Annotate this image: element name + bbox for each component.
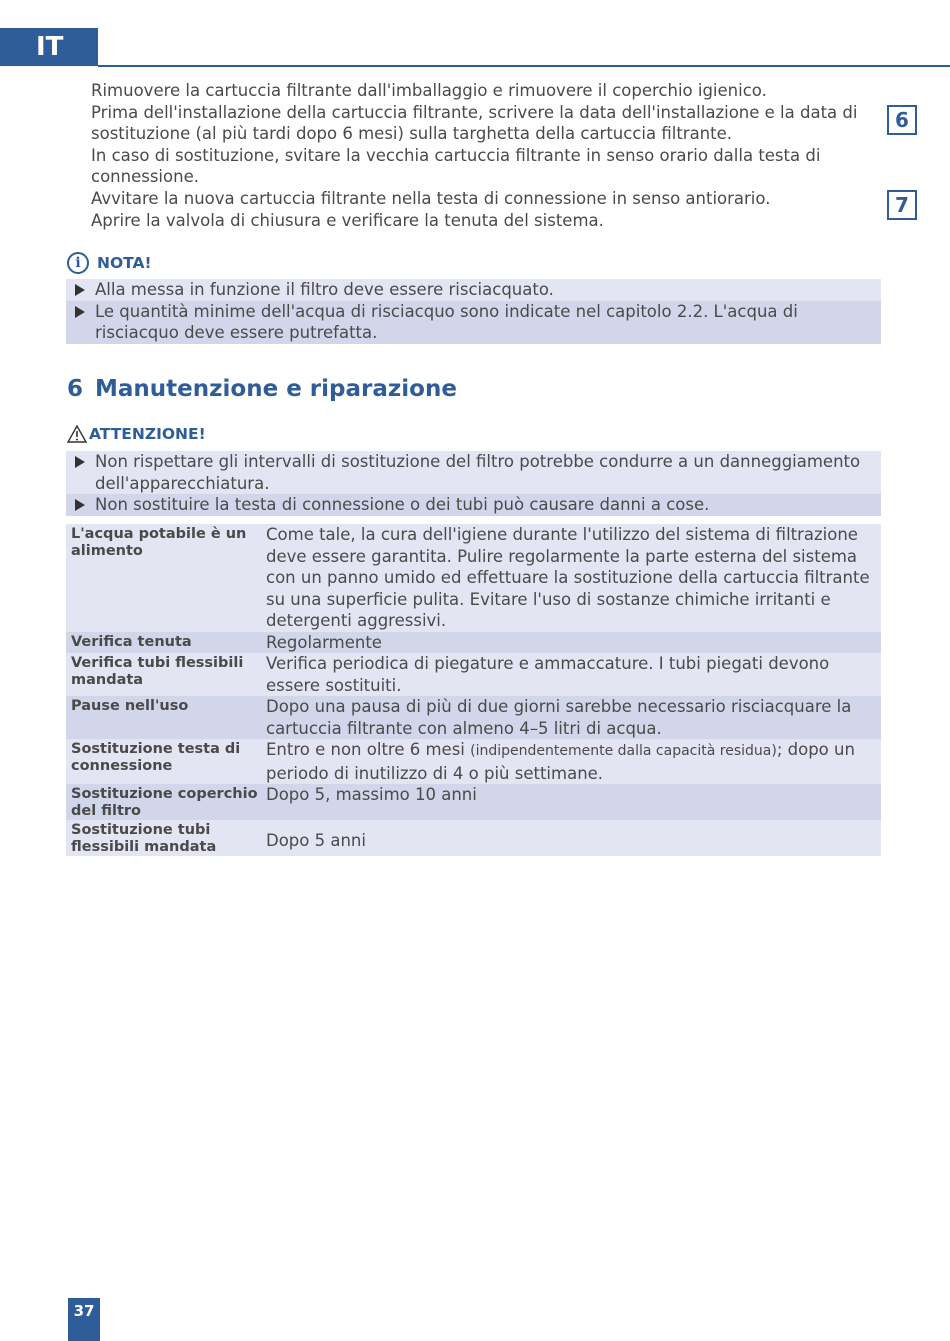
table-row-value: Verifica periodica di piegature e ammaccature. I tubi piegati devono essere sostituiti. bbox=[266, 653, 881, 696]
section-number: 6 bbox=[67, 376, 84, 402]
intro-line: Aprire la valvola di chiusura e verificare la tenuta del sistema. bbox=[91, 210, 604, 230]
list-item-text: Alla messa in funzione il filtro deve essere risciacquato. bbox=[95, 280, 554, 299]
list-item bbox=[66, 494, 881, 516]
table-row-label: Sostituzione testa di connessione bbox=[66, 739, 266, 784]
list-item-text: Non sostituire la testa di connessione o dei tubi può causare danni a cose. bbox=[95, 495, 710, 515]
nota-heading-text: NOTA! bbox=[97, 254, 152, 272]
header-rule bbox=[98, 65, 950, 67]
table-row-label: Verifica tubi flessibili mandata bbox=[66, 653, 266, 696]
table-row bbox=[66, 632, 881, 654]
table-row bbox=[66, 653, 881, 696]
page-number: 37 bbox=[68, 1298, 100, 1341]
section-title bbox=[67, 376, 457, 402]
table-row-label: Pause nell'uso bbox=[66, 696, 266, 739]
list-item bbox=[66, 279, 881, 301]
attenzione-heading bbox=[67, 425, 206, 443]
value-text: ; dopo un periodo di inutilizzo di 4 o più settimane. bbox=[266, 740, 855, 783]
attenzione-heading-text: ATTENZIONE! bbox=[89, 425, 206, 443]
table-row-label: Verifica tenuta bbox=[66, 632, 266, 654]
intro-line: In caso di sostituzione, svitare la vecchia cartuccia filtrante in senso orario dalla testa di connessione. bbox=[91, 145, 821, 187]
section-title-text: Manutenzione e riparazione bbox=[95, 376, 457, 402]
bullet-triangle-icon bbox=[75, 284, 85, 296]
table-row bbox=[66, 739, 881, 784]
list-item bbox=[66, 301, 881, 344]
attenzione-list bbox=[66, 451, 881, 516]
list-item bbox=[66, 451, 881, 494]
nota-list bbox=[66, 279, 881, 344]
intro-text bbox=[91, 80, 881, 231]
table-row-label: L'acqua potabile è un alimento bbox=[66, 524, 266, 632]
figure-ref-7: 7 bbox=[887, 190, 917, 220]
bullet-triangle-icon bbox=[75, 306, 85, 318]
table-row-label: Sostituzione tubi flessibili mandata bbox=[66, 820, 266, 856]
intro-line: Prima dell'installazione della cartuccia filtrante, scrivere la data dell'installazione e la data di sostituzione (al più tardi dopo 6 mesi) sulla targhetta della cartuccia filtrante. bbox=[91, 102, 858, 144]
value-text: Entro e non oltre 6 mesi bbox=[266, 740, 471, 759]
info-icon: i bbox=[67, 252, 89, 274]
list-item-text: Le quantità minime dell'acqua di risciacquo sono indicate nel capitolo 2.2. L'acqua di risciacquo deve essere putrefatta. bbox=[95, 301, 798, 343]
table-row-value: Dopo 5, massimo 10 anni bbox=[266, 784, 881, 820]
table-row-value: Dopo 5 anni bbox=[266, 820, 881, 856]
intro-line: Avvitare la nuova cartuccia filtrante nella testa di connessione in senso antiorario. bbox=[91, 188, 771, 208]
table-row bbox=[66, 524, 881, 632]
language-tab: IT bbox=[0, 28, 98, 66]
value-note: (indipendentemente dalla capacità residua) bbox=[470, 743, 777, 759]
bullet-triangle-icon bbox=[75, 499, 85, 511]
table-row bbox=[66, 784, 881, 820]
table-row-value: Dopo una pausa di più di due giorni sarebbe necessario risciacquare la cartuccia filtrante con almeno 4–5 litri di acqua. bbox=[266, 696, 881, 739]
table-row-value bbox=[266, 739, 881, 784]
table-row-value: Regolarmente bbox=[266, 632, 881, 654]
table-row-value: Come tale, la cura dell'igiene durante l'utilizzo del sistema di filtrazione deve essere garantita. Pulire regolarmente la parte esterna del sistema con un panno umido ed effettuare la sostituzione della cartuccia filtrante su una superficie pulita. Evitare l'uso di sostanze chimiche irritanti e detergenti aggressivi. bbox=[266, 524, 881, 632]
warning-icon bbox=[67, 425, 87, 443]
bullet-triangle-icon bbox=[75, 456, 85, 468]
table-row bbox=[66, 820, 881, 856]
table-row-label: Sostituzione coperchio del filtro bbox=[66, 784, 266, 820]
intro-line: Rimuovere la cartuccia filtrante dall'imballaggio e rimuovere il coperchio igienico. bbox=[91, 81, 767, 100]
nota-heading bbox=[67, 252, 152, 274]
figure-ref-6: 6 bbox=[887, 105, 917, 135]
maintenance-table bbox=[66, 524, 881, 856]
table-row bbox=[66, 696, 881, 739]
list-item-text: Non rispettare gli intervalli di sostituzione del filtro potrebbe condurre a un danneggiamento dell'apparecchiatura. bbox=[95, 452, 861, 493]
